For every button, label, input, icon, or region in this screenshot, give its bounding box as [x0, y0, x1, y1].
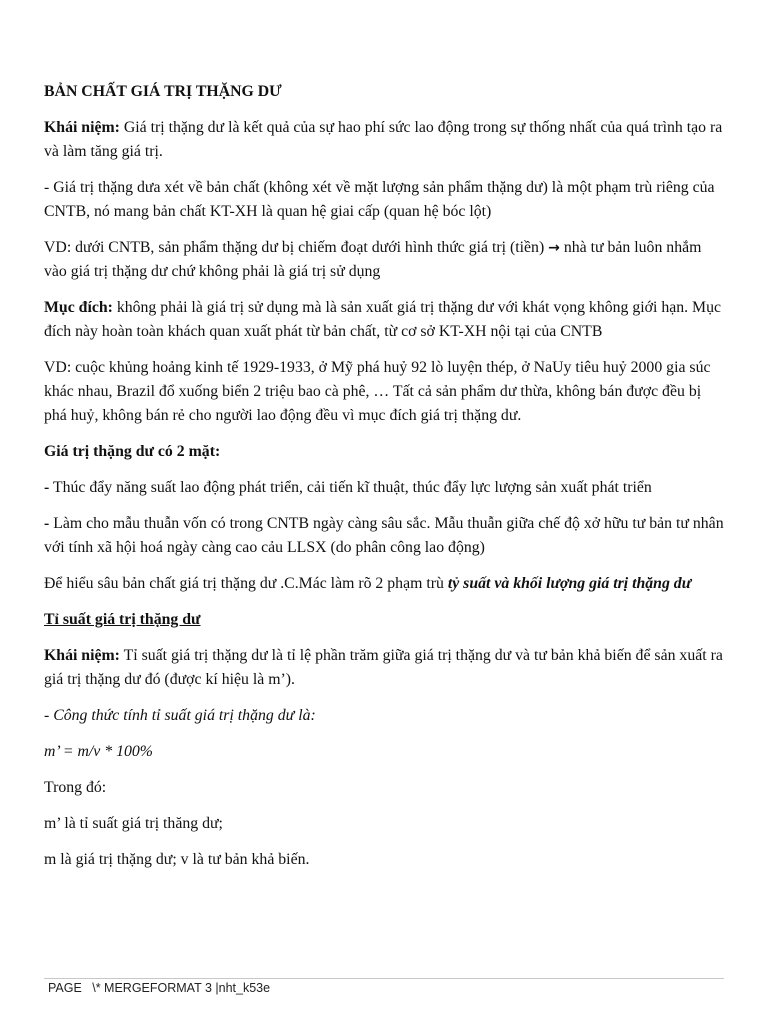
arrow-right-icon: →: [548, 240, 560, 256]
footer-divider: [44, 978, 724, 979]
side-2-text: Làm cho mẫu thuẫn vốn có trong CNTB ngày càng sâu sắc. Mẫu thuẫn giữa chế độ xở hữu tư bản tư nhân với tính xã hội hoá ngày càng cao cảu LLSX (do phân công lao động): [44, 515, 724, 556]
marx-text: Để hiểu sâu bản chất giá trị thặng dư .C.Mác làm rõ 2 phạm trù: [44, 575, 448, 592]
definition-m-prime: m’ là tỉ suất giá trị thăng dư;: [44, 815, 223, 832]
paragraph-essence: - Giá trị thặng dưa xét về bản chất (không xét về mặt lượng sản phẩm thặng dư) là một phạm trù riêng của CNTB, nó mang bản chất KT-XH là quan hệ giai cấp (quan hệ bóc lột): [44, 179, 715, 220]
concept-text: Giá trị thặng dư là kết quả của sự hao phí sức lao động trong sự thống nhất của quá trình tạo ra và làm tăng giá trị.: [44, 119, 723, 160]
document-title: BẢN CHẤT GIÁ TRỊ THẶNG DƯ: [44, 83, 282, 100]
definition-m-v: m là giá trị thặng dư; v là tư bản khả biến.: [44, 851, 310, 868]
paragraph-side-1: [44, 476, 724, 500]
marx-emphasis: tỷ suất và khối lượng giá trị thặng dư: [447, 575, 692, 592]
page-footer: PAGE \* MERGEFORMAT 3 |nht_k53e: [48, 981, 271, 995]
side-2-dash: -: [44, 515, 50, 532]
formula-intro: - Công thức tính tỉ suất giá trị thặng dư là:: [44, 707, 316, 724]
rate-concept-text: Tỉ suất giá trị thặng dư là tỉ lệ phần trăm giữa giá trị thặng dư và tư bản khả biến để sản xuất ra giá trị thặng dư đó (được kí hiệu là m’).: [44, 647, 723, 688]
where-label: Trong đó:: [44, 779, 107, 796]
document-body: [44, 80, 724, 884]
purpose-label: Mục đích:: [44, 299, 113, 316]
paragraph-purpose: [44, 296, 724, 344]
paragraph-marx: [44, 572, 724, 596]
paragraph-rate-concept: [44, 644, 724, 692]
example-1-text-a: VD: dưới CNTB, sản phẩm thặng dư bị chiếm đoạt dưới hình thức giá trị (tiền): [44, 239, 549, 256]
paragraph-concept: [44, 116, 724, 164]
example-1-text-b: nhà tư bản luôn nhắm vào giá trị thặng dư chứ không phải là giá trị sử dụng: [44, 239, 702, 280]
concept-label: Khái niệm:: [44, 119, 120, 136]
two-sides-heading: Giá trị thặng dư có 2 mặt:: [44, 443, 221, 460]
rate-heading: Tỉ suất giá trị thặng dư: [44, 611, 201, 628]
purpose-text: không phải là giá trị sử dụng mà là sản xuất giá trị thặng dư với khát vọng không giới hạn. Mục đích này hoàn toàn khách quan xuất phát từ bản chất, từ cơ sở KT-XH nội tại của CNTB: [44, 299, 722, 340]
side-1-text: Thúc đẩy năng suất lao động phát triển, cải tiến kĩ thuật, thúc đẩy lực lượng sản xuất phát triển: [49, 479, 652, 496]
rate-concept-label: Khái niệm:: [44, 647, 120, 664]
formula: m’ = m/v * 100%: [44, 743, 153, 760]
paragraph-side-2: [44, 512, 724, 560]
side-1-dash: -: [44, 479, 50, 496]
paragraph-example-1: [44, 236, 724, 284]
paragraph-example-2: VD: cuộc khủng hoảng kinh tế 1929-1933, ở Mỹ phá huỷ 92 lò luyện thép, ở NaUy tiêu huỷ 2000 gia súc khác nhau, Brazil đổ xuống biển 2 triệu bao cà phê, … Tất cả sản phẩm dư thừa, không bán được đều bị phá huỷ, không bán rẻ cho người lao động đều vì mục đích giá trị thặng dư.: [44, 359, 711, 424]
